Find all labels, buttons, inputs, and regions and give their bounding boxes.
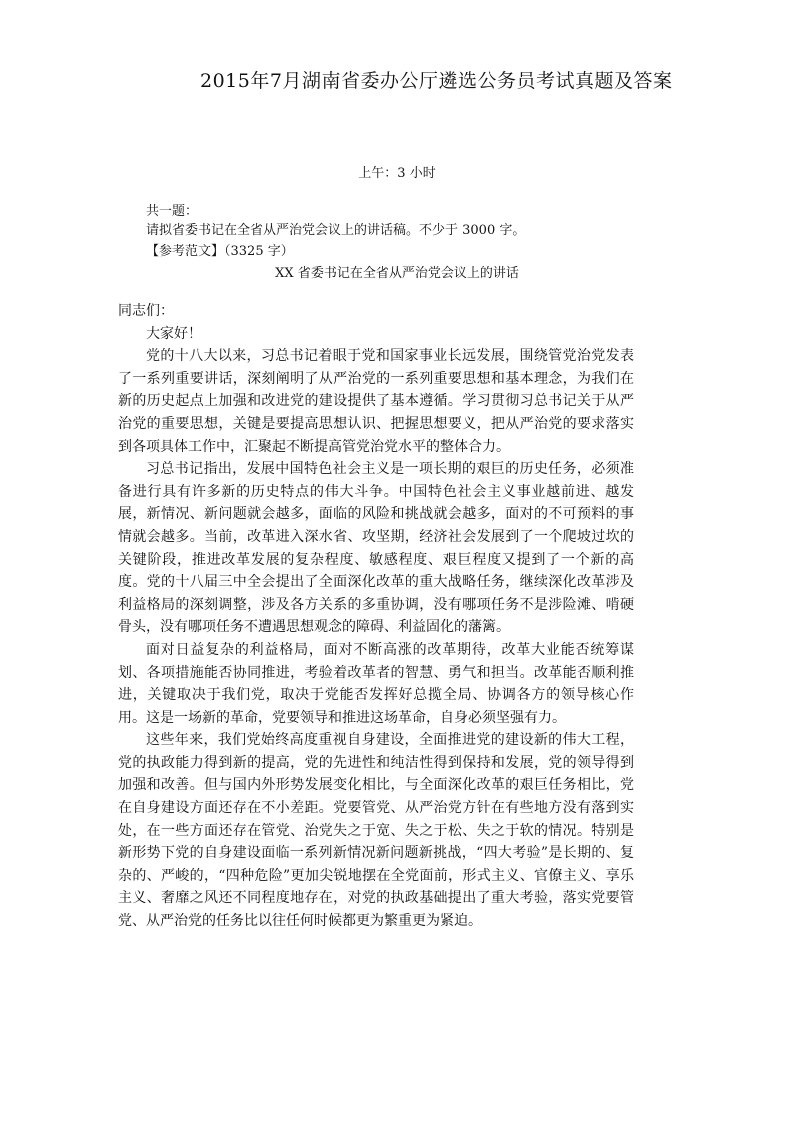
speech-paragraph: 党的十八大以来，习总书记着眼于党和国家事业长远发展，围绕管党治党发表了一系列重要讲话，深刻阐明了从严治党的一系列重要思想和基本理念，为我们在新的历史起点上加强和改进党的建设提供了基本遵循。学习贯彻习总书记关于从严治党的重要思想，关键是要提高思想认识、把握思想要义，把从严治党的要求落实到各项具体工作中，汇聚起不断提高管党治党水平的整体合力。 (118, 348, 634, 455)
speech-paragraph: 面对日益复杂的利益格局，面对不断高涨的改革期待，改革大业能否统筹谋划、各项措施能否协同推进，考验着改革者的智慧、勇气和担当。改革能否顺利推进，关键取决于我们党，取决于党能否发挥好总揽全局、协调各方的领导核心作用。这是一场新的革命，党要领导和推进这场革命，自身必须坚强有力。 (118, 641, 634, 726)
document-title: 2015年7月湖南省委办公厅遴选公务员考试真题及答案 (200, 70, 673, 92)
question-label: 共一题： (146, 204, 199, 219)
reference-heading: 【参考范文】（3325 字） (146, 244, 294, 259)
speech-greeting: 大家好！ (146, 325, 202, 342)
exam-time-note: 上午：3 小时 (358, 166, 436, 181)
speech-body (118, 300, 634, 933)
speech-paragraph: 这些年来，我们党始终高度重视自身建设，全面推进党的建设新的伟大工程，党的执政能力得到新的提高，党的先进性和纯洁性得到保持和发展，党的领导得到加强和改善。但与国内外形势发展变化相比，与全面深化改革的艰巨任务相比，党在自身建设方面还存在不小差距。党要管党、从严治党方针在有些地方没有落到实处，在一些方面还存在管党、治党失之于宽、失之于松、失之于软的情况。特别是新形势下党的自身建设面临一系列新情况新问题新挑战，“四大考验”是长期的、复杂的、严峻的，“四种危险”更加尖锐地摆在全党面前，形式主义、官僚主义、享乐主义、奢靡之风还不同程度地存在，对党的执政基础提出了重大考验，落实党要管党、从严治党的任务比以往任何时候都更为繁重更为紧迫。 (118, 732, 634, 930)
question-prompt: 请拟省委书记在全省从严治党会议上的讲话稿。不少于 3000 字。 (146, 223, 526, 238)
speech-paragraph: 习总书记指出，发展中国特色社会主义是一项长期的艰巨的历史任务，必须准备进行具有许多新的历史特点的伟大斗争。中国特色社会主义事业越前进、越发展，新情况、新问题就会越多，面临的风险和挑战就会越多，面对的不可预料的事情就会越多。当前，改革进入深水省、攻坚期，经济社会发展到了一个爬坡过坎的关键阶段，推进改革发展的复杂程度、敏感程度、艰巨程度又提到了一个新的高度。党的十八届三中全会提出了全面深化改革的重大战略任务，继续深化改革涉及利益格局的深刻调整，涉及各方关系的多重协调，没有哪项任务不是涉险滩、啃硬骨头，没有哪项任务不遭遇思想观念的障碍、利益固化的藩篱。 (118, 461, 634, 636)
speech-title: XX 省委书记在全省从严治党会议上的讲话 (275, 266, 519, 281)
speech-salutation: 同志们： (118, 303, 174, 319)
